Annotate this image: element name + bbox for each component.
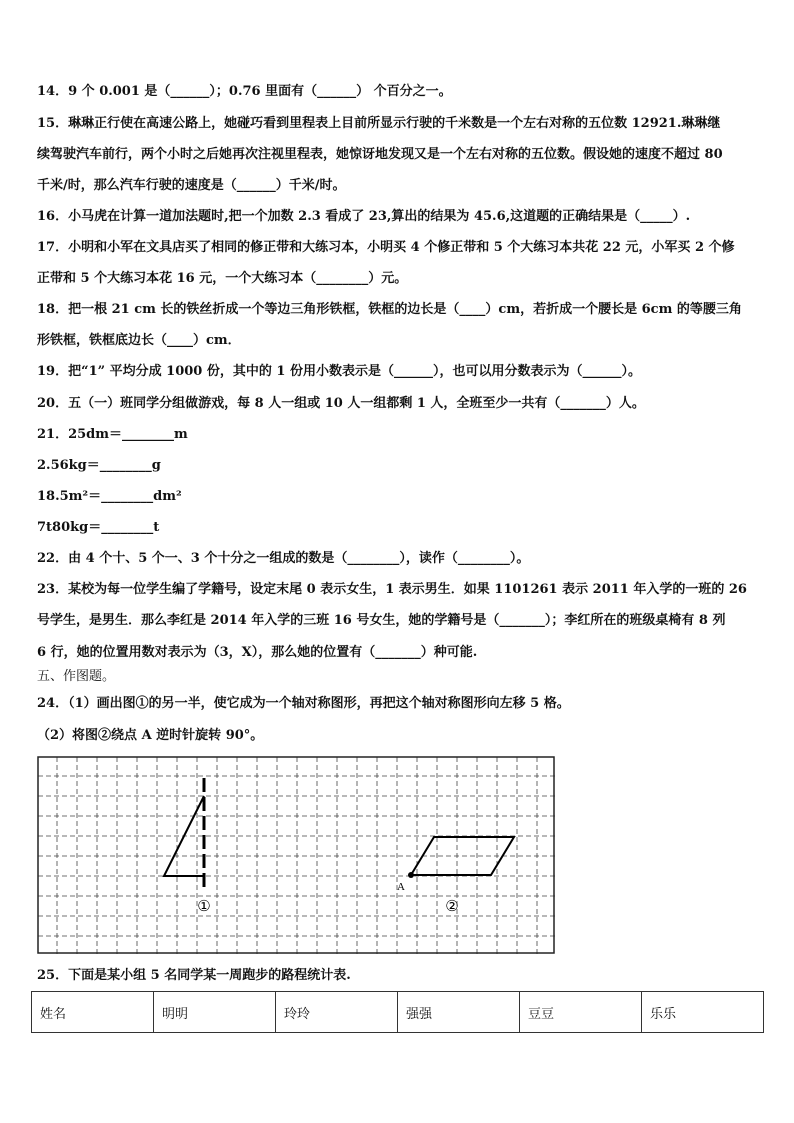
question-15-line-2: 续驾驶汽车前行，两个小时之后她再次注视里程表，她惊讶地发现又是一个左右对称的五位数。假设她的速度不超过 80 [37, 147, 723, 162]
question-18-line-2: 形铁框，铁框底边长（____）cm． [37, 333, 241, 348]
question-23-line-2: 号学生，是男生．那么李红是 2014 年入学的三班 16 号女生，她的学籍号是（_______）；李红所在的班级桌椅有 8 列 [37, 613, 726, 628]
figure-1-label: ① [197, 897, 211, 915]
table-header-cell: 明明 [154, 992, 276, 1033]
question-19: 19．把“1” 平均分成 1000 份，其中的 1 份用小数表示是（______），也可以用分数表示为（______）。 [37, 364, 641, 379]
grid-figure [37, 756, 557, 956]
section-heading: 五、作图题。 [37, 669, 116, 684]
grid-lines [38, 757, 555, 954]
question-21-b: 2.56kg＝________g [37, 458, 161, 473]
table-header-cell: 强强 [398, 992, 520, 1033]
running-stats-table [31, 991, 764, 1033]
table-row [32, 992, 764, 1033]
question-15-line-3: 千米/时，那么汽车行驶的速度是（______）千米/时。 [37, 178, 346, 193]
question-21-d: 7t80kg＝________t [37, 520, 160, 535]
question-20: 20．五（一）班同学分组做游戏，每 8 人一组或 10 人一组都剩 1 人，全班至少一共有（_______）人。 [37, 396, 645, 411]
question-24-part-1: 24．（1）画出图①的另一半，使它成为一个轴对称图形，再把这个轴对称图形向左移 5 格。 [37, 696, 570, 711]
question-21-c: 18.5m²＝________dm² [37, 489, 182, 504]
question-15-line-1: 15．琳琳正行使在高速公路上，她碰巧看到里程表上目前所显示行驶的千米数是一个左右对称的五位数 12921.琳琳继 [37, 116, 721, 131]
question-25: 25．下面是某小组 5 名同学某一周跑步的路程统计表. [37, 968, 351, 983]
question-14: 14．9 个 0.001 是（______）；0.76 里面有（______） 个百分之一。 [37, 84, 452, 99]
question-22: 22．由 4 个十、5 个一、3 个十分之一组成的数是（________），读作（________）。 [37, 551, 530, 566]
question-17-line-2: 正带和 5 个大练习本花 16 元，一个大练习本（________）元。 [37, 271, 408, 286]
table-header-cell: 姓名 [32, 992, 154, 1033]
question-24-part-2: （2）将图②绕点 A 逆时针旋转 90°。 [37, 728, 264, 743]
question-16: 16．小马虎在计算一道加法题时,把一个加数 2.3 看成了 23,算出的结果为 45.6,这道题的正确结果是（_____）. [37, 209, 691, 224]
question-23-line-1: 23．某校为每一位学生编了学籍号，设定末尾 0 表示女生，1 表示男生．如果 1101261 表示 2011 年入学的一班的 26 [37, 582, 747, 597]
question-18-line-1: 18．把一根 21 cm 长的铁丝折成一个等边三角形铁框，铁框的边长是（____）cm，若折成一个腰长是 6cm 的等腰三角 [37, 302, 742, 317]
table-header-cell: 乐乐 [642, 992, 764, 1033]
point-a-marker [408, 872, 414, 878]
question-17-line-1: 17．小明和小军在文具店买了相同的修正带和大练习本，小明买 4 个修正带和 5 个大练习本共花 22 元，小军买 2 个修 [37, 240, 735, 255]
table-header-cell: 豆豆 [520, 992, 642, 1033]
figure-2-label: ② [445, 897, 459, 915]
question-23-line-3: 6 行，她的位置用数对表示为（3，X），那么她的位置有（_______）种可能. [37, 645, 478, 660]
point-a-label: A [397, 881, 405, 893]
question-21-a: 21．25dm＝________m [37, 427, 188, 442]
table-header-cell: 玲玲 [276, 992, 398, 1033]
